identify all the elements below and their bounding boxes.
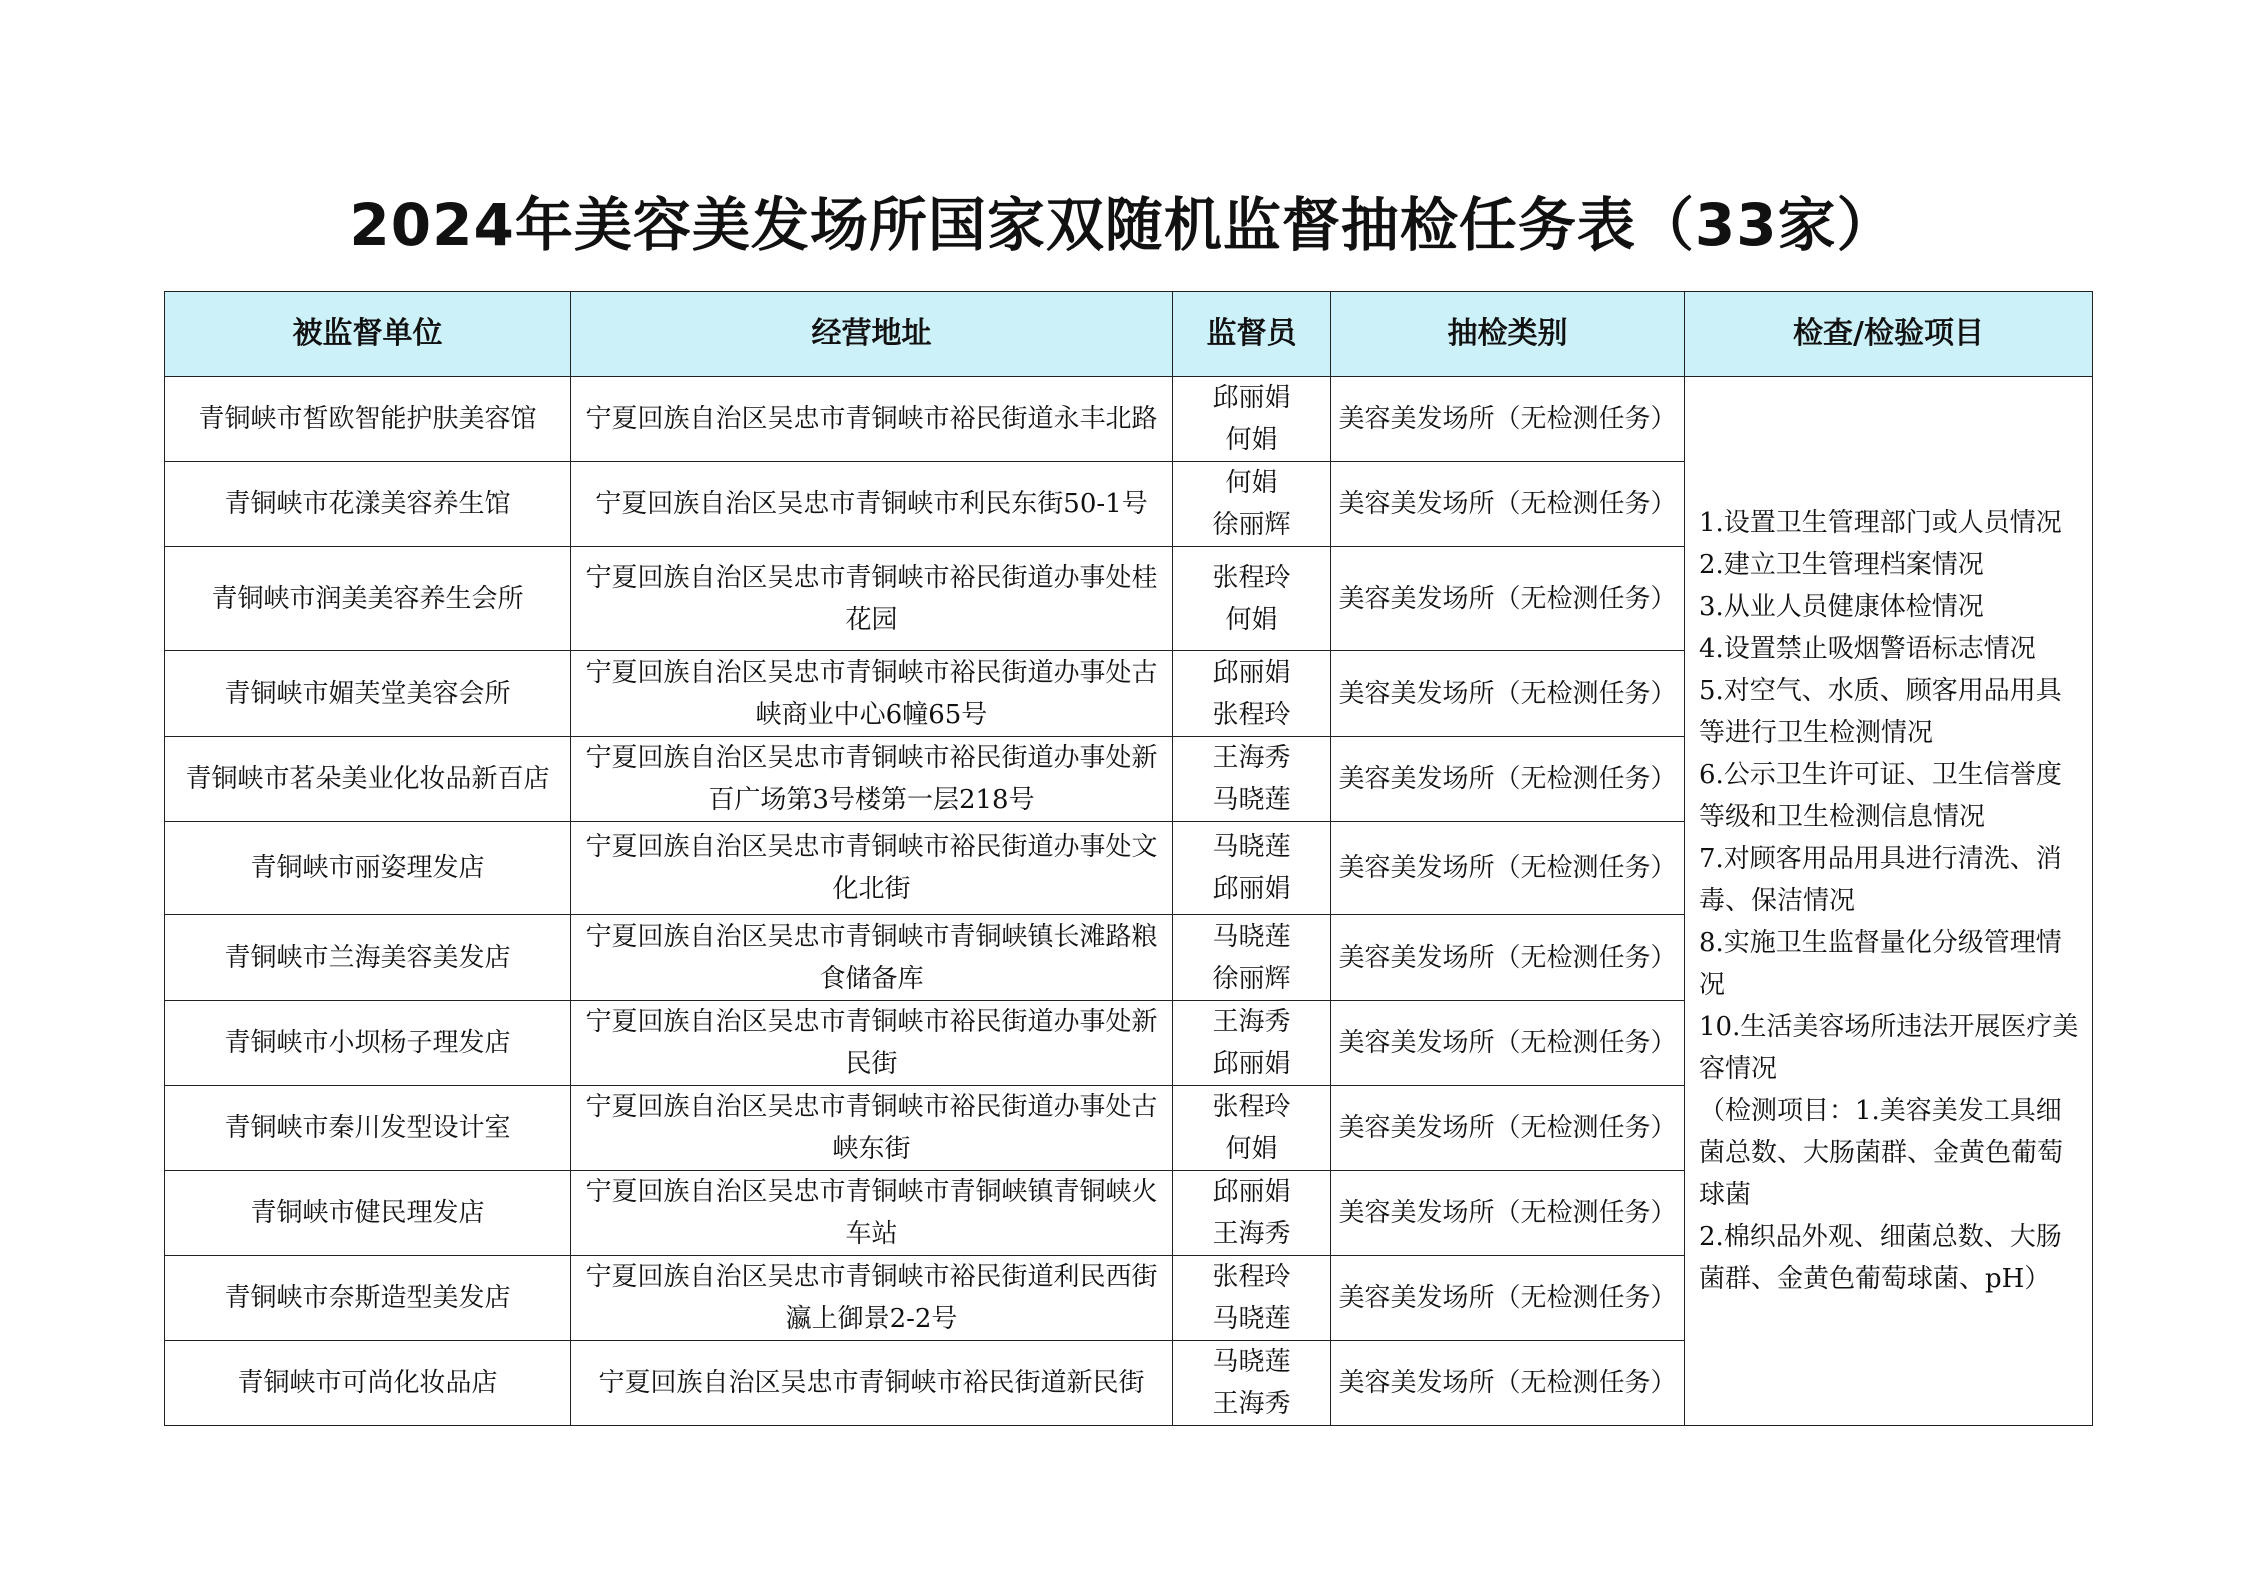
inspector-name: 马晓莲: [1212, 832, 1291, 862]
inspection-item: 10.生活美容场所违法开展医疗美容情况: [1699, 1012, 2079, 1084]
inspector-cell: [1173, 915, 1331, 1001]
inspector-cell: [1173, 1086, 1331, 1171]
inspector-name: 马晓莲: [1212, 1304, 1291, 1334]
inspection-item: 6.公示卫生许可证、卫生信誉度等级和卫生检测信息情况: [1699, 760, 2062, 832]
address-cell: 宁夏回族自治区吴忠市青铜峡市裕民街道办事处古峡东街: [571, 1086, 1173, 1171]
inspector-name: 徐丽辉: [1212, 510, 1291, 540]
inspector-cell: [1173, 1341, 1331, 1426]
inspector-name: 马晓莲: [1212, 921, 1291, 952]
inspector-cell: [1173, 462, 1331, 547]
unit-cell: 青铜峡市丽姿理发店: [165, 822, 571, 915]
table-row: [165, 377, 2093, 462]
category-cell: 美容美发场所（无检测任务）: [1331, 1256, 1685, 1341]
address-cell: 宁夏回族自治区吴忠市青铜峡市裕民街道办事处文化北街: [571, 822, 1173, 915]
category-cell: 美容美发场所（无检测任务）: [1331, 1086, 1685, 1171]
table-header-row: [165, 292, 2093, 377]
category-cell: 美容美发场所（无检测任务）: [1331, 1001, 1685, 1086]
inspector-name: 王海秀: [1212, 1219, 1291, 1249]
address-cell: 宁夏回族自治区吴忠市青铜峡市裕民街道新民街: [571, 1341, 1173, 1426]
inspection-item: 4.设置禁止吸烟警语标志情况: [1699, 634, 2036, 664]
category-cell: 美容美发场所（无检测任务）: [1331, 822, 1685, 915]
inspector-name: 王海秀: [1212, 743, 1291, 773]
inspector-name: 邱丽娟: [1212, 874, 1291, 904]
inspector-name: 徐丽辉: [1212, 963, 1291, 994]
address-cell: 宁夏回族自治区吴忠市青铜峡市青铜峡镇青铜峡火车站: [571, 1171, 1173, 1256]
unit-cell: 青铜峡市茗朵美业化妆品新百店: [165, 737, 571, 822]
inspector-name: 何娟: [1225, 425, 1278, 455]
unit-cell: 青铜峡市润美美容养生会所: [165, 547, 571, 651]
address-cell: 宁夏回族自治区吴忠市青铜峡市裕民街道办事处桂花园: [571, 547, 1173, 651]
address-cell: 宁夏回族自治区吴忠市青铜峡市裕民街道办事处新百广场第3号楼第一层218号: [571, 737, 1173, 822]
category-cell: 美容美发场所（无检测任务）: [1331, 377, 1685, 462]
inspector-name: 张程玲: [1212, 1262, 1291, 1292]
testing-items-note: 2.棉织品外观、细菌总数、大肠菌群、金黄色葡萄球菌、pH）: [1699, 1222, 2062, 1294]
unit-cell: 青铜峡市花漾美容养生馆: [165, 462, 571, 547]
inspector-cell: [1173, 822, 1331, 915]
inspector-cell: [1173, 547, 1331, 651]
inspector-name: 马晓莲: [1212, 1347, 1291, 1377]
inspection-items-cell: [1685, 377, 2093, 1426]
inspector-cell: [1173, 1171, 1331, 1256]
inspector-cell: [1173, 651, 1331, 737]
unit-cell: 青铜峡市奈斯造型美发店: [165, 1256, 571, 1341]
inspection-item: 2.建立卫生管理档案情况: [1699, 550, 1984, 580]
header-inspector: 监督员: [1173, 292, 1331, 377]
inspector-name: 何娟: [1225, 468, 1278, 498]
inspector-name: 马晓莲: [1212, 785, 1291, 815]
header-supervised-unit: 被监督单位: [165, 292, 571, 377]
category-cell: 美容美发场所（无检测任务）: [1331, 737, 1685, 822]
inspector-cell: [1173, 377, 1331, 462]
inspector-name: 王海秀: [1212, 1007, 1291, 1037]
inspection-item: 1.设置卫生管理部门或人员情况: [1699, 508, 2062, 538]
inspection-item: 5.对空气、水质、顾客用品用具等进行卫生检测情况: [1699, 676, 2062, 748]
address-cell: 宁夏回族自治区吴忠市青铜峡市裕民街道办事处古峡商业中心6幢65号: [571, 651, 1173, 737]
address-cell: 宁夏回族自治区吴忠市青铜峡市裕民街道办事处新民街: [571, 1001, 1173, 1086]
inspector-name: 何娟: [1225, 604, 1278, 635]
unit-cell: 青铜峡市秦川发型设计室: [165, 1086, 571, 1171]
address-cell: 宁夏回族自治区吴忠市青铜峡市裕民街道利民西街瀛上御景2-2号: [571, 1256, 1173, 1341]
unit-cell: 青铜峡市健民理发店: [165, 1171, 571, 1256]
inspection-item: 8.实施卫生监督量化分级管理情况: [1699, 928, 2062, 1000]
inspector-name: 张程玲: [1212, 1092, 1291, 1122]
category-cell: 美容美发场所（无检测任务）: [1331, 462, 1685, 547]
inspector-cell: [1173, 1001, 1331, 1086]
address-cell: 宁夏回族自治区吴忠市青铜峡市青铜峡镇长滩路粮食储备库: [571, 915, 1173, 1001]
header-business-address: 经营地址: [571, 292, 1173, 377]
unit-cell: 青铜峡市皙欧智能护肤美容馆: [165, 377, 571, 462]
inspector-name: 邱丽娟: [1212, 1049, 1291, 1079]
inspection-item: 7.对顾客用品用具进行清洗、消毒、保洁情况: [1699, 844, 2062, 916]
inspector-name: 邱丽娟: [1212, 657, 1291, 688]
header-inspection-items: 检查/检验项目: [1685, 292, 2093, 377]
unit-cell: 青铜峡市兰海美容美发店: [165, 915, 571, 1001]
category-cell: 美容美发场所（无检测任务）: [1331, 1171, 1685, 1256]
unit-cell: 青铜峡市媚芙堂美容会所: [165, 651, 571, 737]
category-cell: 美容美发场所（无检测任务）: [1331, 1341, 1685, 1426]
address-cell: 宁夏回族自治区吴忠市青铜峡市利民东街50-1号: [571, 462, 1173, 547]
inspector-name: 张程玲: [1212, 699, 1291, 730]
inspection-item: 3.从业人员健康体检情况: [1699, 592, 1984, 622]
unit-cell: 青铜峡市小坝杨子理发店: [165, 1001, 571, 1086]
inspector-name: 邱丽娟: [1212, 383, 1291, 413]
inspector-name: 邱丽娟: [1212, 1177, 1291, 1207]
inspector-name: 张程玲: [1212, 562, 1291, 593]
page-title: 2024年美容美发场所国家双随机监督抽检任务表（33家）: [349, 191, 1896, 259]
header-inspection-category: 抽检类别: [1331, 292, 1685, 377]
testing-items-note: （检测项目：1.美容美发工具细菌总数、大肠菌群、金黄色葡萄球菌: [1699, 1096, 2064, 1210]
inspector-name: 何娟: [1225, 1134, 1278, 1164]
inspector-name: 王海秀: [1212, 1389, 1291, 1419]
address-cell: 宁夏回族自治区吴忠市青铜峡市裕民街道永丰北路: [571, 377, 1173, 462]
inspector-cell: [1173, 737, 1331, 822]
category-cell: 美容美发场所（无检测任务）: [1331, 915, 1685, 1001]
category-cell: 美容美发场所（无检测任务）: [1331, 651, 1685, 737]
category-cell: 美容美发场所（无检测任务）: [1331, 547, 1685, 651]
inspector-cell: [1173, 1256, 1331, 1341]
unit-cell: 青铜峡市可尚化妆品店: [165, 1341, 571, 1426]
inspection-task-table: [164, 291, 2093, 1426]
